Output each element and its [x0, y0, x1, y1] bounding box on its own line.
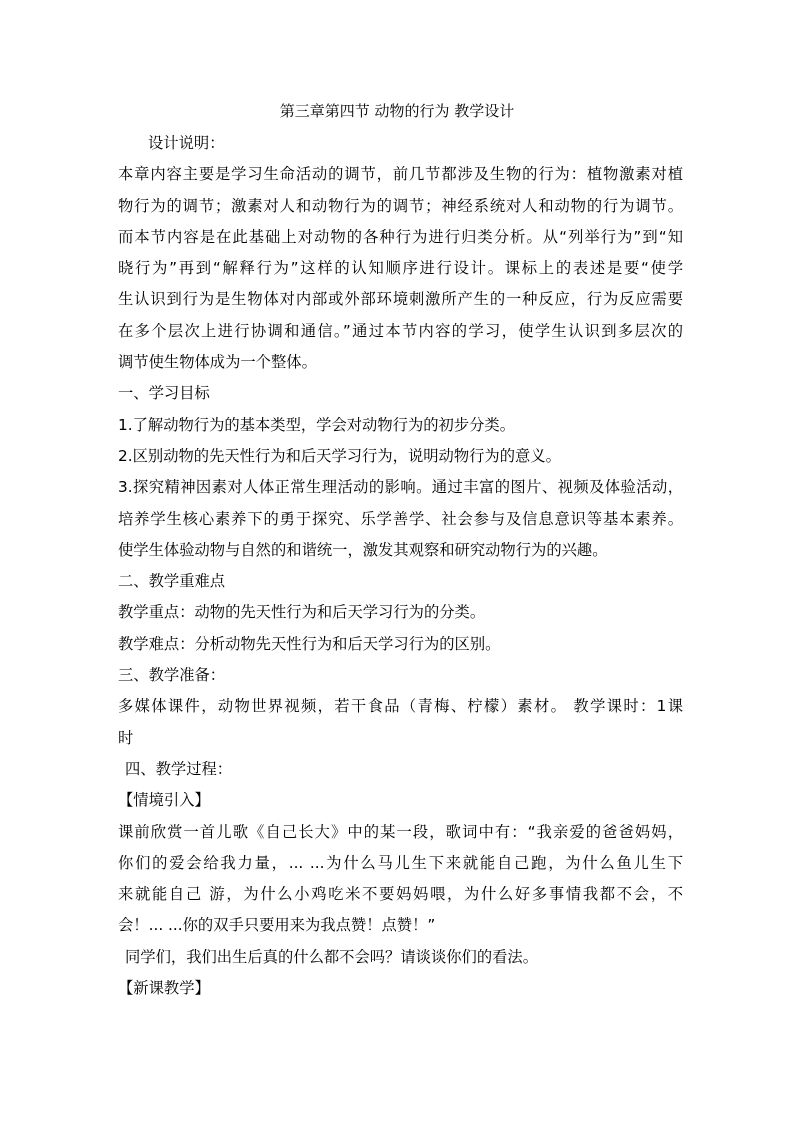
section-heading: 二、教学重难点 [118, 572, 226, 591]
paragraph-line: 晓行为”再到“解释行为”这样的认知顺序进行设计。课标上的表述是要“使学 [118, 259, 683, 278]
list-item: 2.区别动物的先天性行为和后天学习行为，说明动物行为的意义。 [118, 446, 561, 465]
list-item: 3.探究精神因素对人体正常生理活动的影响。通过丰富的图片、视频及体验活动， [118, 478, 683, 497]
subsection-heading: 【新课教学】 [118, 979, 210, 998]
paragraph-line: 同学们，我们出生后真的什么都不会吗？请谈谈你们的看法。 [125, 947, 539, 966]
paragraph-line: 在多个层次上进行协调和通信。”通过本节内容的学习，使学生认识到多层次的 [118, 321, 683, 340]
paragraph-line: 生认识到行为是生物体对内部或外部环境刺激所产生的一种反应，行为反应需要 [118, 290, 683, 309]
paragraph-line: 本章内容主要是学习生命活动的调节，前几节都涉及生物的行为：植物激素对植 [118, 165, 683, 184]
paragraph-line: 调节使生物体成为一个整体。 [118, 353, 317, 372]
paragraph-line: 多媒体课件，动物世界视频，若干食品（青梅、柠檬）素材。 教学课时：1课 [118, 697, 683, 716]
section-heading: 一、学习目标 [118, 384, 210, 403]
paragraph-line: 而本节内容是在此基础上对动物的各种行为进行归类分析。从“列举行为”到“知 [118, 227, 683, 246]
document-body [118, 128, 683, 1004]
paragraph-line: 教学难点：分析动物先天性行为和后天学习行为的区别。 [118, 634, 501, 653]
subsection-heading: 【情境引入】 [118, 791, 210, 810]
paragraph-line: 课前欣赏一首儿歌《自己长大》中的某一段，歌词中有：“我亲爱的爸爸妈妈， [118, 822, 683, 841]
paragraph-line: 你们的爱会给我力量，... ...为什么马儿生下来就能自己跑，为什么鱼儿生下 [118, 853, 683, 872]
design-note-heading: 设计说明： [148, 134, 225, 152]
section-heading: 三、教学准备： [118, 666, 226, 685]
paragraph-line: 物行为的调节；激素对人和动物行为的调节；神经系统对人和动物的行为调节。 [118, 196, 683, 215]
section-heading: 四、教学过程： [125, 759, 233, 778]
paragraph-line: 来就能自己 游，为什么小鸡吃米不要妈妈喂，为什么好多事情我都不会，不 [118, 885, 683, 904]
paragraph-line: 会！... ...你的双手只要用来为我点赞！点赞！” [118, 916, 436, 935]
paragraph-line: 教学重点：动物的先天性行为和后天学习行为的分类。 [118, 603, 486, 622]
document-title: 第三章第四节 动物的行为 教学设计 [279, 102, 515, 120]
paragraph-line: 使学生体验动物与自然的和谐统一，激发其观察和研究动物行为的兴趣。 [118, 540, 608, 559]
paragraph-line: 时 [118, 728, 134, 747]
list-item: 1.了解动物行为的基本类型，学会对动物行为的初步分类。 [118, 415, 516, 434]
paragraph-line: 培养学生核心素养下的勇于探究、乐学善学、社会参与及信息意识等基本素养。 [118, 509, 683, 528]
